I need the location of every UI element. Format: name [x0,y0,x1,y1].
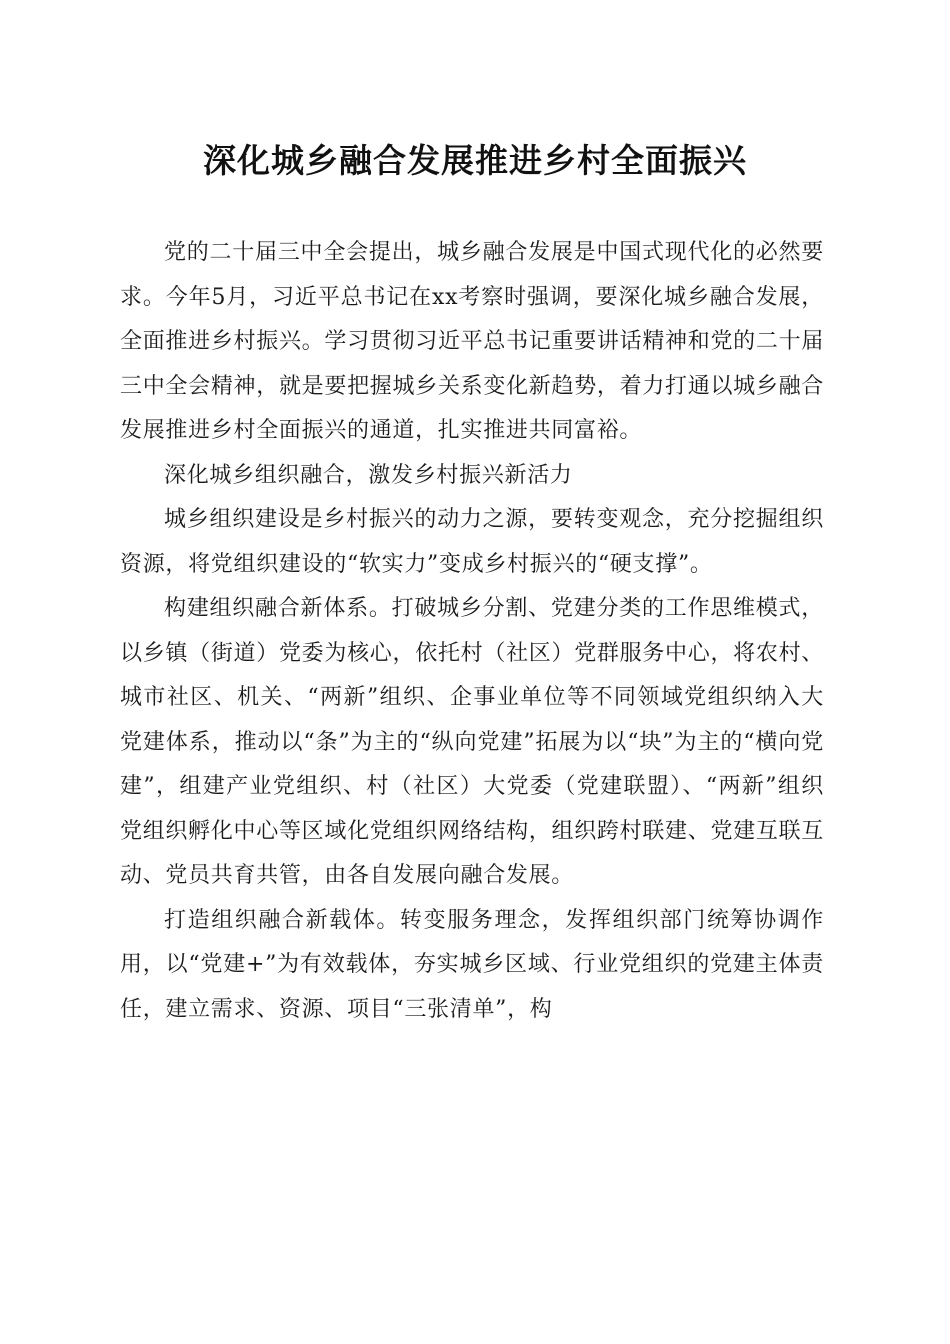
paragraph: 打造组织融合新载体。转变服务理念，发挥组织部门统筹协调作用，以“党建+”为有效载体，夯实城乡区域、行业党组织的党建主体责任，建立需求、资源、项目“三张清单”，构 [120,907,824,1022]
document-title: 深化城乡融合发展推进乡村全面振兴 [203,141,747,180]
document-body [120,231,824,1032]
section-heading: 深化城乡组织融合，激发乡村振兴新活力 [164,462,573,488]
paragraph: 城乡组织建设是乡村振兴的动力之源，要转变观念，充分挖掘组织资源，将党组织建设的“软实力”变成乡村振兴的“硬支撑”。 [120,507,824,577]
paragraph-intro: 党的二十届三中全会提出，城乡融合发展是中国式现代化的必然要求。今年5月，习近平总书记在xx考察时强调，要深化城乡融合发展，全面推进乡村振兴。学习贯彻习近平总书记重要讲话精神和党的二十届三中全会精神，就是要把握城乡关系变化新趋势，着力打通以城乡融合发展推进乡村全面振兴的通道，扎实推进共同富裕。 [120,240,824,443]
paragraph: 构建组织融合新体系。打破城乡分割、党建分类的工作思维模式，以乡镇（街道）党委为核心，依托村（社区）党群服务中心，将农村、城市社区、机关、“两新”组织、企事业单位等不同领域党组织纳入大党建体系，推动以“条”为主的“纵向党建”拓展为以“块”为主的“横向党建”，组建产业党组织、村（社区）大党委（党建联盟）、“两新”组织党组织孵化中心等区域化党组织网络结构，组织跨村联建、党建互联互动、党员共育共管，由各自发展向融合发展。 [120,596,824,888]
